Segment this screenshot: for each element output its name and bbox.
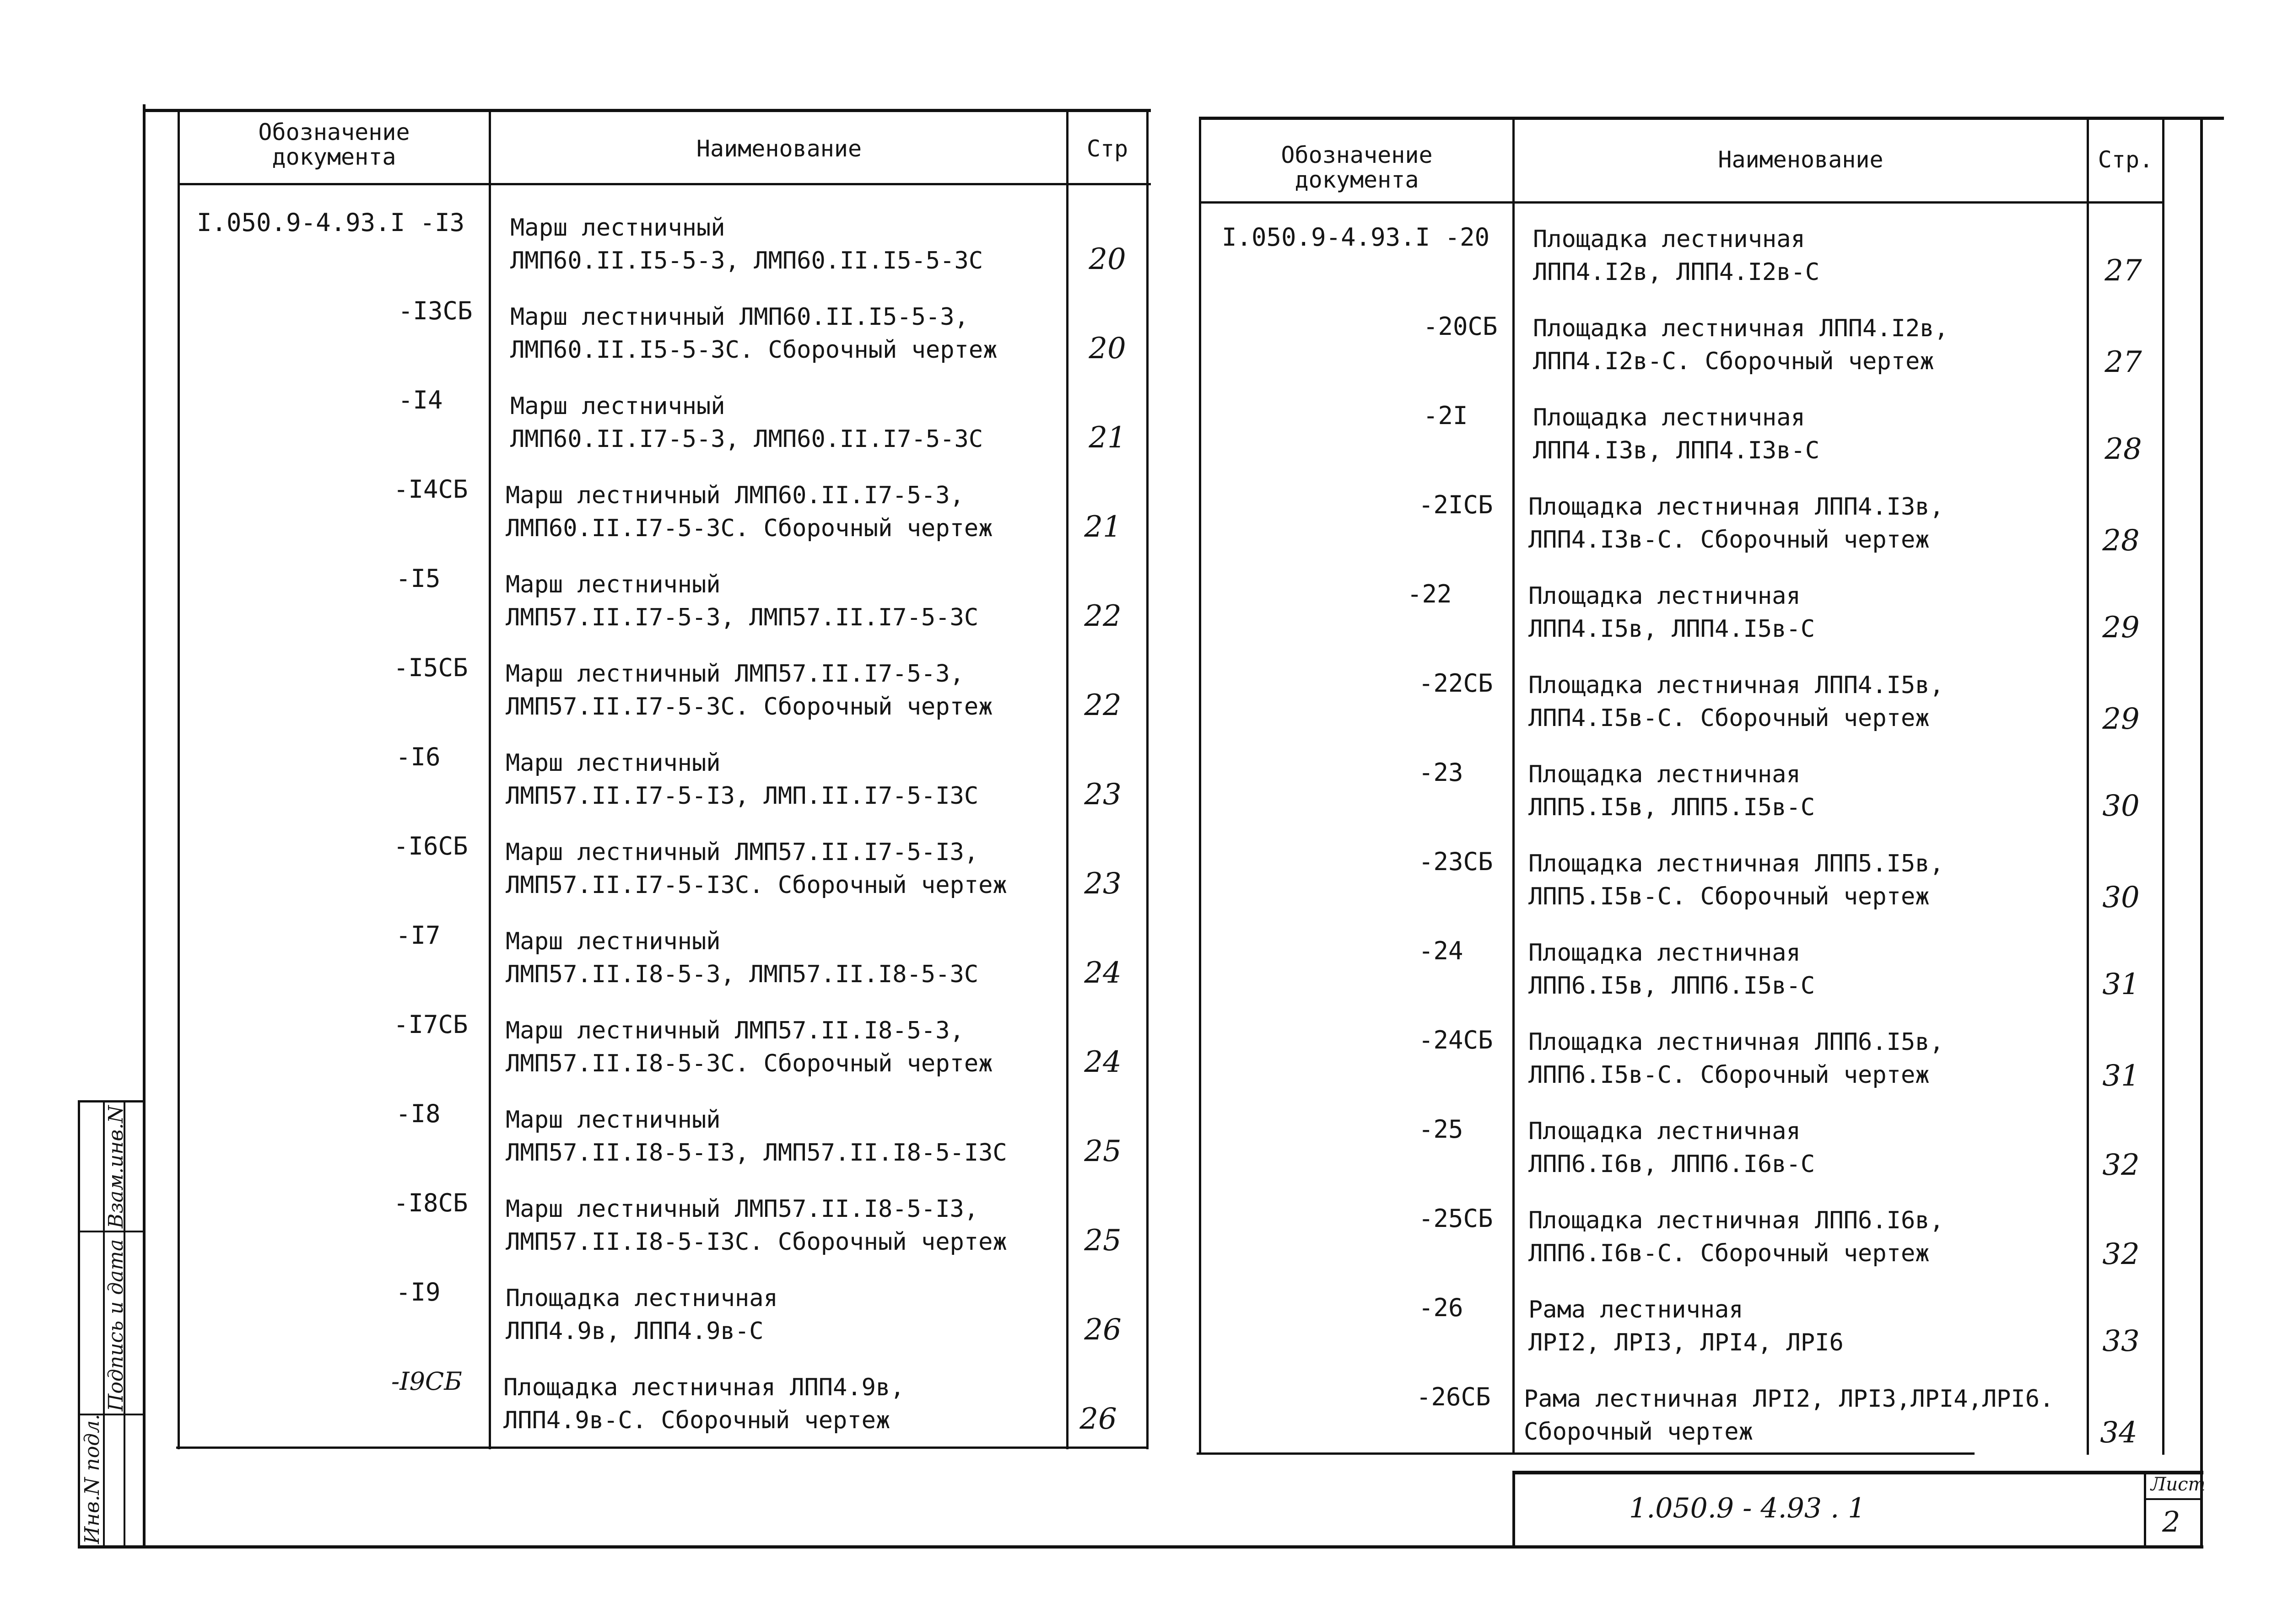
right-row-page: 31: [2102, 1059, 2140, 1093]
left-row-name: Марш лестничный ЛМП60.II.I5-5-3, ЛМП60.II.I5-5-3С. Сборочный чертеж: [510, 303, 998, 364]
right-row-designation: -26: [1419, 1293, 1463, 1322]
left-row-designation: -I8СБ: [394, 1188, 468, 1217]
left-row-designation: -I4: [398, 386, 443, 414]
left-row-name: Марш лестничный ЛМП57.II.I7-5-I3, ЛМП57.II.I7-5-I3С. Сборочный чертеж: [506, 839, 1007, 899]
side-stamp-vzam: Взам.инв.N: [104, 1105, 128, 1228]
side-stamp-top: [78, 1100, 144, 1102]
right-table-vline-4: [2162, 117, 2164, 1455]
left-header-page: Стр: [1086, 135, 1128, 162]
right-row-page: 27: [2105, 345, 2142, 379]
left-row-page: 22: [1084, 599, 1122, 633]
left-row-designation: -I6: [396, 742, 441, 771]
left-row-designation: -I5: [396, 564, 441, 593]
right-row-name: Площадка лестничная ЛПП6.I5в, ЛПП6.I5в-С: [1528, 939, 1815, 1000]
right-row-designation: -22: [1407, 580, 1452, 608]
left-row-name: Марш лестничный ЛМП57.II.I7-5-3, ЛМП57.II.I7-5-3С: [506, 571, 979, 631]
left-row-designation: -I9: [396, 1278, 441, 1307]
side-stamp-hline-1: [78, 1231, 144, 1232]
title-block-left: [1512, 1471, 1515, 1549]
right-row-name: Рама лестничная ЛРI2, ЛРI3, ЛРI4, ЛРI6: [1528, 1296, 1844, 1356]
right-row-page: 31: [2102, 968, 2140, 1001]
right-row-name: Площадка лестничная ЛПП4.I2в, ЛПП4.I2в-С: [1533, 226, 1820, 286]
right-row-page: 29: [2102, 611, 2140, 645]
side-stamp-podpis: Подпись и дата: [104, 1239, 128, 1411]
right-row-designation: -20СБ: [1423, 312, 1498, 341]
left-row-page: 20: [1089, 332, 1126, 366]
right-row-name: Площадка лестничная ЛПП4.I5в, ЛПП4.I5в-С. Сборочный чертеж: [1528, 672, 1944, 732]
side-stamp-inv-podl: Инв.N подл.: [81, 1414, 104, 1544]
right-table-header-bottom: [1201, 201, 2162, 204]
right-header-designation: Обозначение документа: [1281, 142, 1433, 193]
right-row-name: Площадка лестничная ЛПП4.I2в, ЛПП4.I2в-С. Сборочный чертеж: [1533, 315, 1948, 375]
right-row-name: Площадка лестничная ЛПП5.I5в, ЛПП5.I5в-С: [1528, 761, 1815, 821]
left-row-name: Марш лестничный ЛМП57.II.I8-5-I3, ЛМП57.II.I8-5-I3С. Сборочный чертеж: [506, 1195, 1007, 1256]
right-frame-vline: [2200, 117, 2203, 1549]
left-row-designation: -I7: [396, 921, 441, 950]
left-header-designation: Обозначение документа: [258, 119, 410, 170]
left-row-page: 25: [1084, 1135, 1122, 1168]
left-row-page: 21: [1084, 510, 1122, 544]
left-row-page: 24: [1084, 956, 1122, 990]
right-row-name: Площадка лестничная ЛПП6.I6в, ЛПП6.I6в-С: [1528, 1118, 1815, 1178]
right-table-top-border: [1199, 117, 2224, 120]
left-row-page: 23: [1084, 867, 1122, 901]
left-row-name: Марш лестничный ЛМП60.II.I7-5-3, ЛМП60.II.I7-5-3С. Сборочный чертеж: [506, 482, 993, 542]
left-table-bottom: [176, 1447, 1149, 1449]
right-row-page: 27: [2105, 254, 2142, 288]
left-row-page: 26: [1079, 1402, 1117, 1436]
title-block-sheet-number: 2: [2162, 1505, 2180, 1538]
left-table-vline-2: [489, 109, 491, 1449]
left-table-header-bottom: [178, 183, 1151, 185]
right-row-name: Площадка лестничная ЛПП5.I5в, ЛПП5.I5в-С. Сборочный чертеж: [1528, 850, 1944, 910]
right-row-page: 34: [2100, 1416, 2137, 1450]
left-row-name: Марш лестничный ЛМП57.II.I7-5-3, ЛМП57.II.I7-5-3С. Сборочный чертеж: [506, 660, 993, 721]
right-row-designation: -22СБ: [1419, 669, 1493, 698]
title-block-code: 1.050.9 - 4.93 . 1: [1629, 1492, 1866, 1524]
right-row-designation: -25СБ: [1419, 1204, 1493, 1233]
left-row-name: Марш лестничный ЛМП57.II.I8-5-3, ЛМП57.II.I8-5-3С. Сборочный чертеж: [506, 1017, 993, 1077]
right-row-designation: -25: [1419, 1115, 1463, 1144]
right-row-page: 29: [2102, 702, 2140, 736]
right-row-designation: -2I: [1423, 401, 1468, 430]
left-row-page: 24: [1084, 1045, 1122, 1079]
left-row-page: 22: [1084, 688, 1122, 722]
left-row-page: 21: [1089, 421, 1126, 455]
left-row-name: Марш лестничный ЛМП57.II.I7-5-I3, ЛМП.II.I7-5-I3С: [506, 749, 979, 810]
left-row-designation: I.050.9-4.93.I -I3: [197, 208, 465, 237]
left-row-designation: -I5СБ: [394, 653, 468, 682]
left-row-designation: -I7СБ: [394, 1010, 468, 1039]
right-table-vline-2: [1512, 117, 1515, 1455]
left-row-name: Марш лестничный ЛМП57.II.I8-5-I3, ЛМП57.II.I8-5-I3С: [506, 1106, 1007, 1167]
left-table-vline-1: [178, 109, 180, 1449]
left-row-page: 25: [1084, 1224, 1122, 1258]
right-row-name: Площадка лестничная ЛПП4.I3в, ЛПП4.I3в-С: [1533, 404, 1820, 464]
left-row-designation: -I4СБ: [394, 475, 468, 504]
left-table-vline-4: [1146, 109, 1149, 1449]
left-row-page: 23: [1084, 778, 1122, 812]
right-row-page: 30: [2102, 881, 2140, 914]
left-table-top-border: [144, 109, 1151, 112]
right-header-name: Наименование: [1718, 146, 1883, 173]
left-header-name: Наименование: [696, 135, 862, 162]
left-row-page: 26: [1084, 1313, 1122, 1347]
side-stamp-vline-1: [78, 1100, 80, 1548]
right-header-page: Стр.: [2098, 146, 2153, 173]
left-row-name: Площадка лестничная ЛПП4.9в, ЛПП4.9в-С: [506, 1285, 778, 1345]
right-row-name: Площадка лестничная ЛПП6.I6в, ЛПП6.I6в-С. Сборочный чертеж: [1528, 1207, 1944, 1267]
right-row-name: Площадка лестничная ЛПП4.I5в, ЛПП4.I5в-С: [1528, 582, 1815, 643]
right-row-designation: I.050.9-4.93.I -20: [1222, 223, 1490, 252]
right-row-page: 32: [2102, 1148, 2140, 1182]
right-row-designation: -24: [1419, 936, 1463, 965]
right-row-page: 28: [2102, 524, 2140, 558]
left-row-designation: -I6СБ: [394, 832, 468, 860]
right-row-designation: -26СБ: [1416, 1382, 1491, 1411]
left-row-designation: -I9СБ: [391, 1367, 462, 1396]
left-row-designation: -I3СБ: [398, 296, 473, 325]
title-block-sheet-divider: [2146, 1498, 2201, 1500]
left-row-name: Марш лестничный ЛМП57.II.I8-5-3, ЛМП57.II.I8-5-3С: [506, 928, 979, 988]
right-row-name: Площадка лестничная ЛПП4.I3в, ЛПП4.I3в-С. Сборочный чертеж: [1528, 493, 1944, 554]
left-row-name: Марш лестничный ЛМП60.II.I7-5-3, ЛМП60.II.I7-5-3С: [510, 393, 983, 453]
right-table-bottom: [1197, 1452, 1975, 1455]
right-row-page: 30: [2102, 789, 2140, 823]
right-row-name: Площадка лестничная ЛПП6.I5в, ЛПП6.I5в-С. Сборочный чертеж: [1528, 1028, 1944, 1089]
left-row-name: Площадка лестничная ЛПП4.9в, ЛПП4.9в-С. Сборочный чертеж: [503, 1374, 905, 1434]
right-row-page: 32: [2102, 1237, 2140, 1271]
left-row-page: 20: [1089, 242, 1126, 276]
right-row-designation: -24СБ: [1419, 1026, 1493, 1054]
title-block-sheet-label: Лист: [2151, 1474, 2206, 1495]
left-row-name: Марш лестничный ЛМП60.II.I5-5-3, ЛМП60.II.I5-5-3С: [510, 214, 983, 274]
title-block-top: [1512, 1471, 2203, 1474]
right-table-vline-1: [1199, 117, 1201, 1455]
right-row-page: 33: [2102, 1324, 2140, 1358]
right-row-designation: -23: [1419, 758, 1463, 787]
left-row-designation: -I8: [396, 1099, 441, 1128]
left-table-vline-outer: [143, 104, 146, 1545]
right-row-name: Рама лестничная ЛРI2, ЛРI3,ЛРI4,ЛРI6. Сборочный чертеж: [1524, 1385, 2054, 1446]
bottom-frame-line: [78, 1545, 2203, 1549]
title-block-divider: [2144, 1471, 2146, 1549]
right-row-designation: -23СБ: [1419, 847, 1493, 876]
right-row-page: 28: [2105, 432, 2142, 466]
right-row-designation: -2IСБ: [1419, 490, 1493, 519]
